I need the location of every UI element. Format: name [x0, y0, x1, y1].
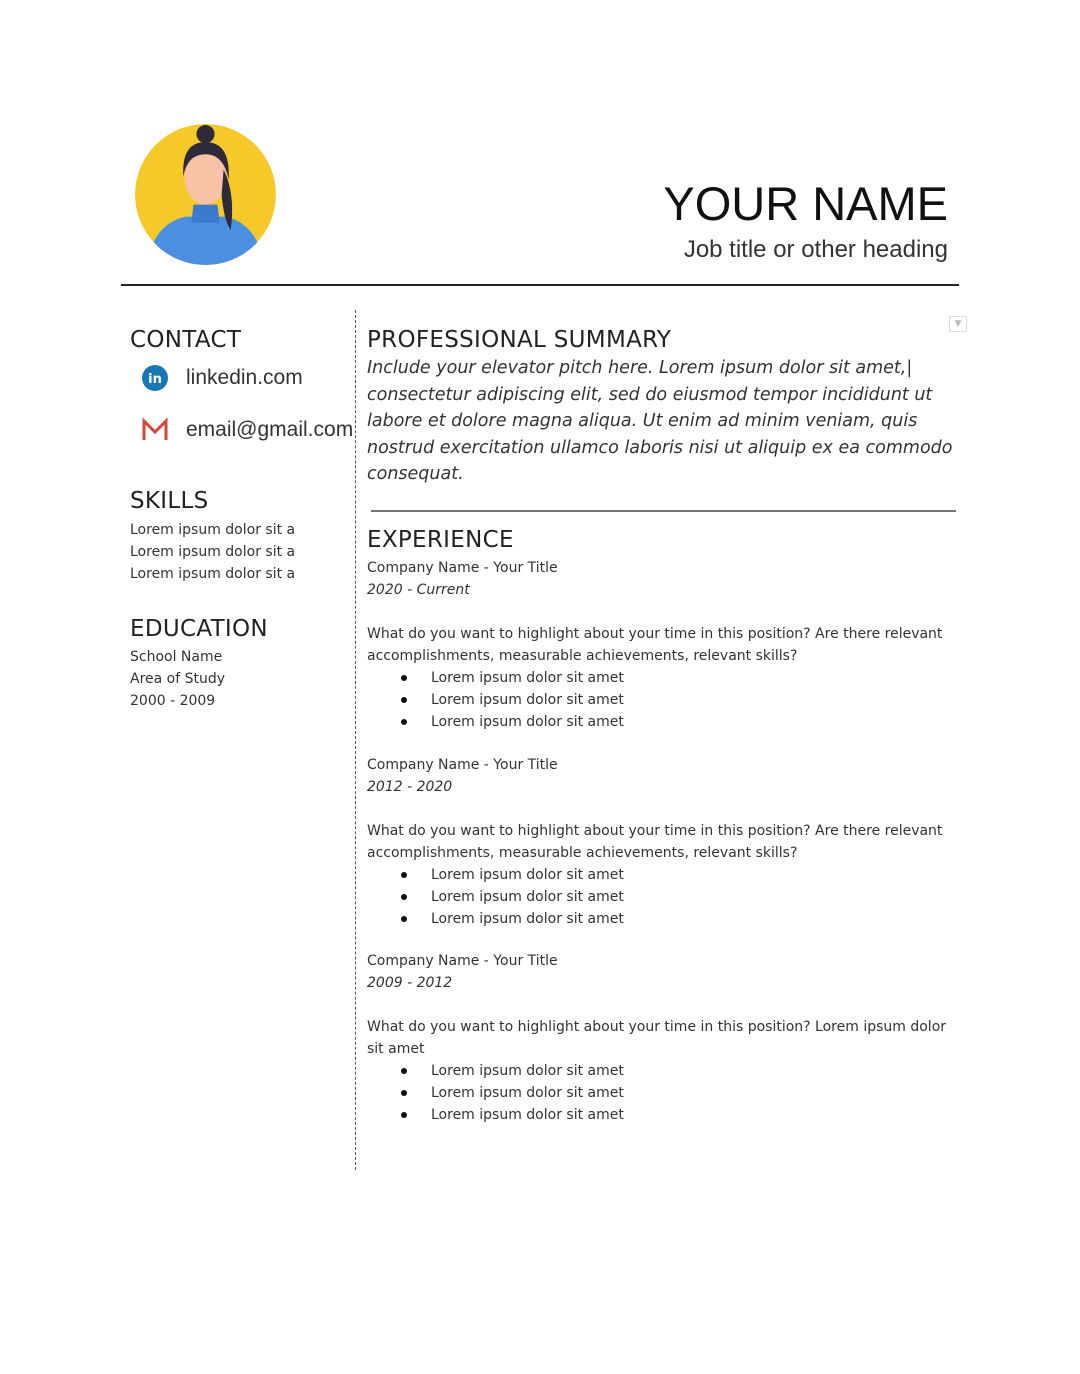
experience-list [367, 557, 957, 1147]
linkedin-icon [140, 363, 170, 393]
job-entry [367, 950, 957, 1147]
bullet-item: Lorem ipsum dolor sit amet [367, 711, 957, 733]
skill-item: Lorem ipsum dolor sit a [130, 522, 296, 538]
svg-text:in: in [148, 372, 162, 387]
job-bullets [367, 667, 957, 733]
skill-item: Lorem ipsum dolor sit a [130, 566, 296, 582]
bullet-item: Lorem ipsum dolor sit amet [367, 1082, 957, 1104]
education-heading: EDUCATION [130, 616, 268, 642]
bullet-item: Lorem ipsum dolor sit amet [367, 1104, 957, 1126]
job-description: What do you want to highlight about your time in this position? Lorem ipsum dolor sit amet [367, 1019, 947, 1057]
job-bullets [367, 1060, 957, 1126]
job-bullets [367, 864, 957, 930]
contact-heading: CONTACT [130, 327, 242, 353]
job-title-line: Company Name - Your Title [367, 953, 558, 969]
job-title[interactable]: Job title or other heading [683, 236, 948, 263]
email-contact[interactable] [140, 415, 353, 445]
linkedin-contact[interactable] [140, 363, 303, 393]
education-details [130, 646, 225, 712]
job-title-line: Company Name - Your Title [367, 560, 558, 576]
school-name: School Name [130, 649, 223, 665]
job-description: What do you want to highlight about your time in this position? Are there relevant accomplishments, measurable achievements, relevant skills? [367, 626, 943, 664]
bullet-item: Lorem ipsum dolor sit amet [367, 1060, 957, 1082]
bullet-item: Lorem ipsum dolor sit amet [367, 864, 957, 886]
job-title-line: Company Name - Your Title [367, 756, 558, 773]
summary-text[interactable]: Include your elevator pitch here. Lorem ipsum dolor sit amet,| consectetur adipiscing elit, sed do eiusmod tempor incididunt ut labore et dolore magna aliqua. Ut enim ad minim veniam, quis nostrud exercitation ullamco laboris nisi ut aliquip ex ea commodo consequat. [367, 358, 953, 484]
summary-heading: PROFESSIONAL SUMMARY [367, 327, 672, 353]
experience-heading: EXPERIENCE [367, 527, 514, 553]
job-dates: 2020 - Current [367, 582, 470, 598]
column-divider [355, 310, 356, 1170]
job-dates: 2012 - 2020 [367, 778, 453, 795]
bullet-item: Lorem ipsum dolor sit amet [367, 667, 957, 689]
bullet-item: Lorem ipsum dolor sit amet [367, 886, 957, 908]
linkedin-text[interactable]: linkedin.com [186, 366, 303, 389]
job-description: What do you want to highlight about your time in this position? Are there relevant accomplishments, measurable achievements, relevant skills? [367, 822, 943, 861]
skills-heading: SKILLS [130, 488, 209, 514]
dropdown-arrow-icon[interactable]: ▼ [949, 316, 967, 332]
job-dates: 2009 - 2012 [367, 975, 453, 991]
education-years: 2000 - 2009 [130, 693, 216, 709]
job-entry [367, 557, 957, 754]
summary-divider [371, 510, 956, 512]
gmail-icon [140, 415, 170, 445]
bullet-item: Lorem ipsum dolor sit amet [367, 908, 957, 930]
email-text[interactable]: email@gmail.com [186, 418, 354, 441]
header-divider [121, 284, 959, 286]
profile-avatar [135, 124, 276, 265]
job-entry [367, 754, 957, 951]
skill-item: Lorem ipsum dolor sit a [130, 544, 296, 560]
area-of-study: Area of Study [130, 671, 226, 687]
skills-list [130, 519, 295, 585]
bullet-item: Lorem ipsum dolor sit amet [367, 689, 957, 711]
resume-name[interactable]: YOUR NAME [663, 177, 948, 230]
